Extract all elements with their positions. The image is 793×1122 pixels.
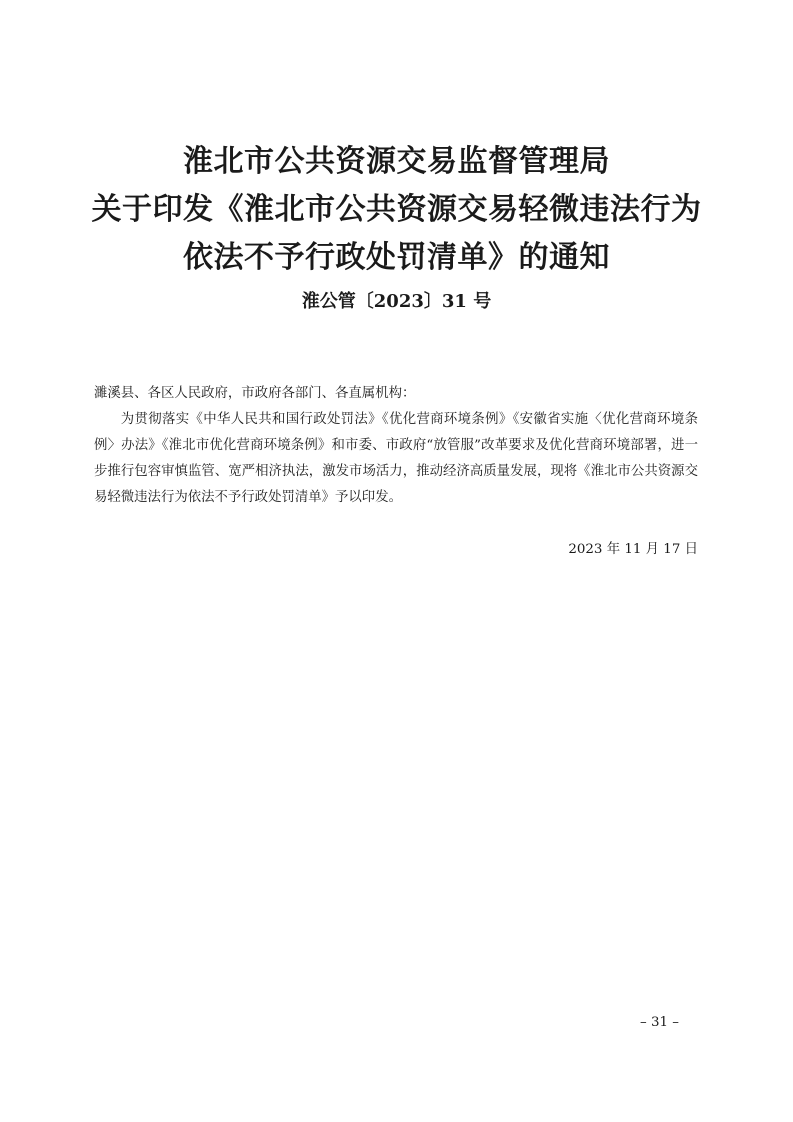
title-line-1: 淮北市公共资源交易监督管理局 <box>183 144 610 179</box>
addressee: 濉溪县、各区人民政府，市政府各部门、各直属机构： <box>94 386 416 401</box>
document-title <box>0 138 793 314</box>
document-number: 淮公管〔2023〕31 号 <box>301 291 492 312</box>
issue-date: 2023 年 11 月 17 日 <box>568 542 698 557</box>
title-line-3: 依法不予行政处罚清单》的通知 <box>183 240 610 275</box>
title-line-2: 关于印发《淮北市公共资源交易轻微违法行为 <box>91 192 702 227</box>
body-paragraph: 为贯彻落实《中华人民共和国行政处罚法》《优化营商环境条例》《安徽省实施〈优化营商环境条例〉办法》《淮北市优化营商环境条例》和市委、市政府“放管服”改革要求及优化营商环境部署，进一步推行包容审慎监管、宽严相济执法，激发市场活力，推动经济高质量发展，现将《淮北市公共资源交易轻微违法行为依法不予行政处罚清单》予以印发。 <box>94 412 698 505</box>
document-body <box>94 381 698 511</box>
page-number: – 31 – <box>640 1015 679 1030</box>
